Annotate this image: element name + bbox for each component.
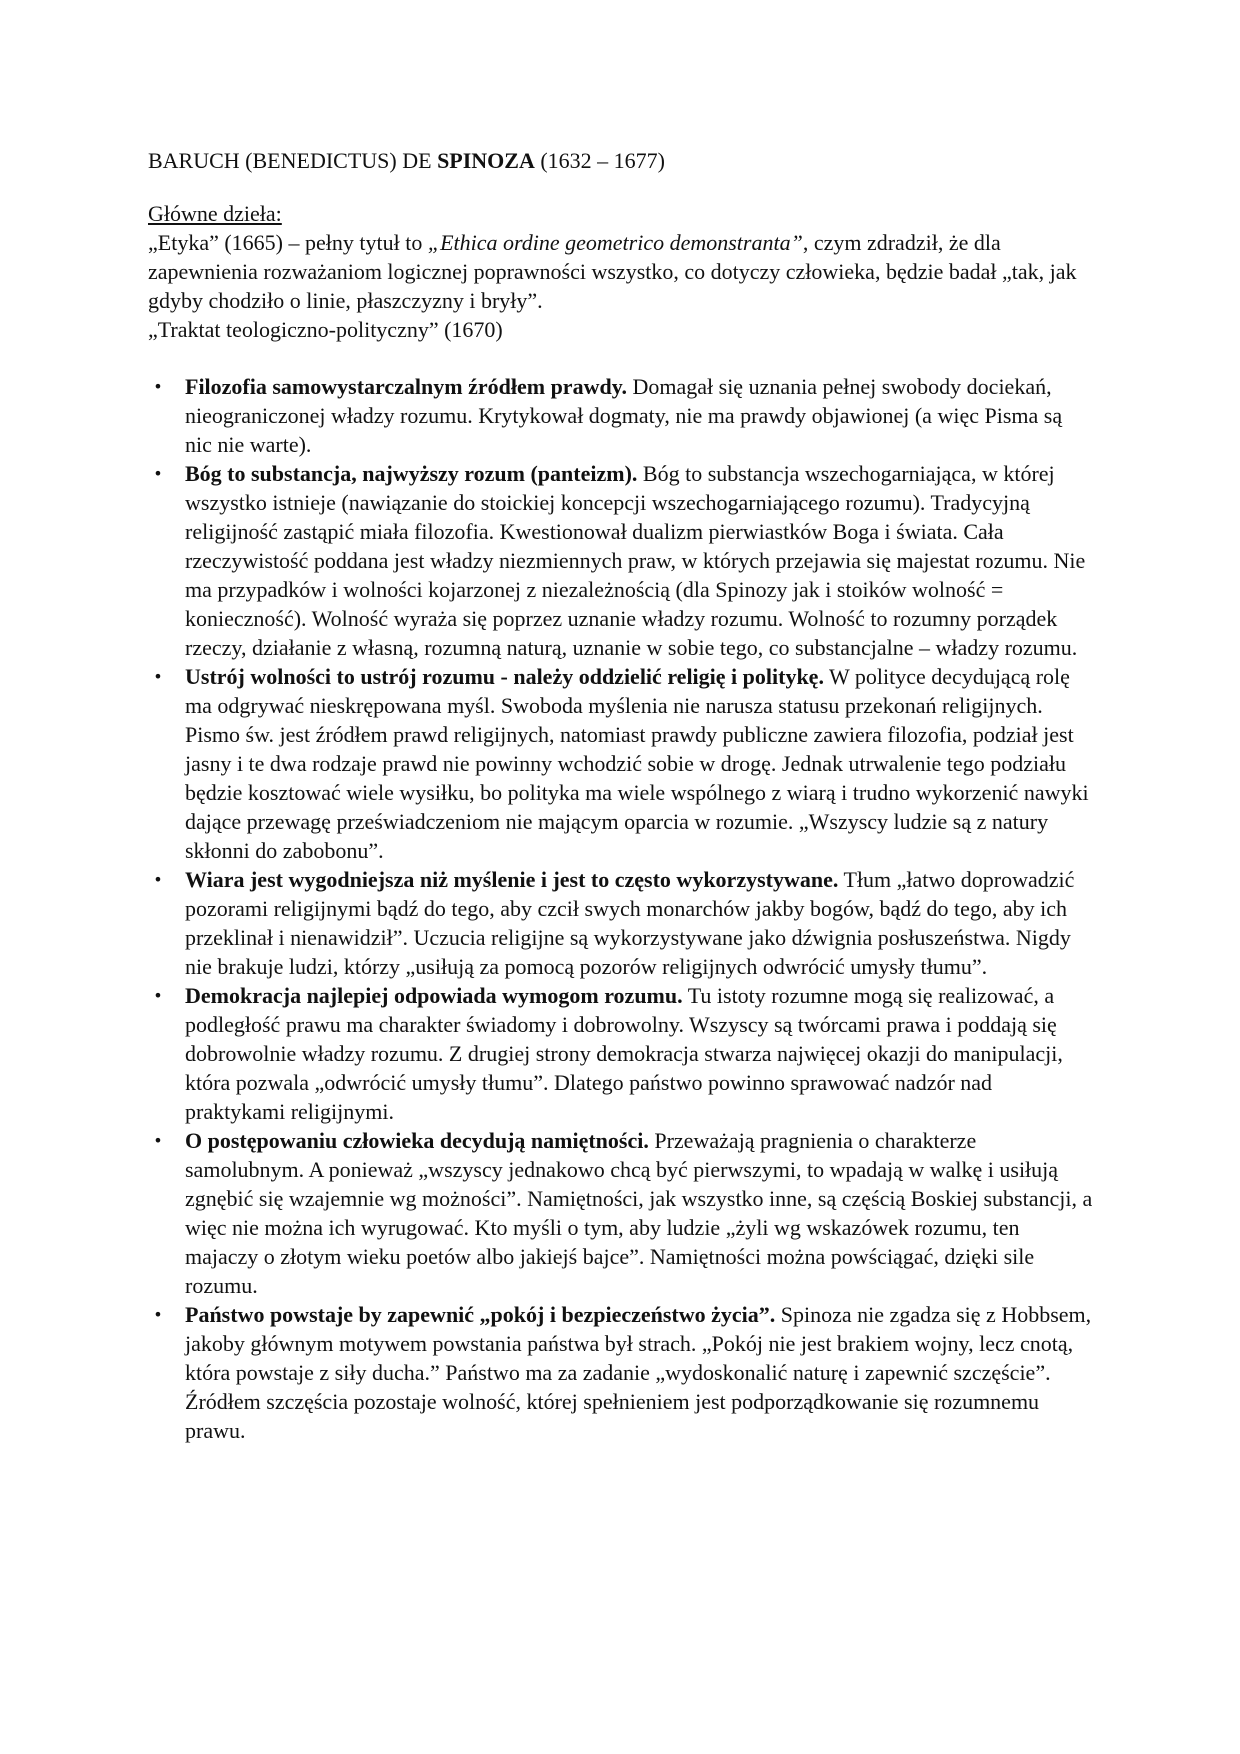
document-page (148, 146, 1093, 1445)
bullet-icon: • (153, 870, 163, 889)
point-lead: Bóg to substancja, najwyższy rozum (panteizm). (185, 461, 638, 486)
list-item (153, 1126, 1093, 1300)
point-text: Domagał się uznania pełnej swobody dociekań, nieograniczonej władzy rozumu. Krytykował dogmaty, nie ma prawdy objawionej (a więc Pisma są nic nie warte). (185, 374, 1063, 457)
bullet-icon: • (153, 377, 163, 396)
bullet-icon: • (153, 667, 163, 686)
bullet-icon: • (153, 1131, 163, 1150)
bullet-icon: • (153, 986, 163, 1005)
point-text: Przeważają pragnienia o charakterze samolubnym. A ponieważ „wszyscy jednakowo chcą być pierwszymi, to wpadają w walkę i usiłują zgnębić się wzajemnie wg możności”. Namiętności, jak wszystko inne, są częścią Boskiej substancji, a więc nie można ich wyrugować. Kto myśli o tym, aby ludzie „żyli wg wskazówek rozumu, ten majaczy o złotym wieku poetów albo jakiejś bajce”. Namiętności można powściągać, dzięki sile rozumu. (185, 1128, 1093, 1298)
point-text: Spinoza nie zgadza się z Hobbsem, jakoby głównym motywem powstania państwa był strach. „Pokój nie jest brakiem wojny, lecz cnotą, która powstaje z siły ducha.” Państwo ma za zadanie „wydoskonalić naturę i zapewnić szczęście”. Źródłem szczęścia pozostaje wolność, której spełnieniem jest podporządkowanie się rozumnemu prawu. (185, 1302, 1092, 1443)
list-item (153, 981, 1093, 1126)
works-heading (148, 199, 1093, 228)
point-text: Tu istoty rozumne mogą się realizować, a podległość prawu ma charakter świadomy i dobrowolny. Wszyscy są twórcami prawa i poddają się dobrowolnie władzy rozumu. Z drugiej strony demokracja stwarza najwięcej okazji do manipulacji, która pozwala „odwrócić umysły tłumu”. Dlatego państwo powinno sprawować nadzór nad praktykami religijnymi. (185, 983, 1063, 1124)
point-lead: Ustrój wolności to ustrój rozumu - należy oddzielić religię i politykę. (185, 664, 824, 689)
list-item (153, 865, 1093, 981)
point-lead: Państwo powstaje by zapewnić „pokój i bezpieczeństwo życia”. (185, 1302, 776, 1327)
work-etyka (148, 228, 1093, 315)
title-prefix: BARUCH (BENEDICTUS) DE (148, 148, 438, 173)
point-text: W polityce decydującą rolę ma odgrywać nieskrępowana myśl. Swoboda myślenia nie narusza statusu przekonań religijnych. Pismo św. jest źródłem prawd religijnych, natomiast prawdy publiczne zawiera filozofia, podział jest jasny i te dwa rodzaje prawd nie powinny wchodzić sobie w drogę. Jednak utrwalenie tego podziału będzie kosztować wiele wysiłku, bo polityka ma wiele wspólnego z wiarą i trudno wykorzenić nawyki dające przewagę przeświadczeniom nie mającym oparcia w rozumie. „Wszyscy ludzie są z natury skłonni do zabobonu”. (185, 664, 1089, 863)
title-dates: (1632 – 1677) (534, 148, 666, 173)
point-lead: Wiara jest wygodniejsza niż myślenie i jest to często wykorzystywane. (185, 867, 839, 892)
etyka-latin-title: „Ethica ordine geometrico demonstranta” (427, 230, 803, 255)
list-item (153, 459, 1093, 662)
point-text: Tłum „łatwo doprowadzić pozorami religijnymi bądź do tego, aby czcił swych monarchów jakby bogów, bądź do tego, aby ich przeklinał i nienawidził”. Uczucia religijne są wykorzystywane jako dźwignia posłuszeństwa. Nigdy nie brakuje ludzi, którzy „usiłują za pomocą pozorów religijnych odwrócić umysły tłumu”. (185, 867, 1075, 979)
point-lead: O postępowaniu człowieka decydują namiętności. (185, 1128, 649, 1153)
works-heading-text: Główne dzieła: (148, 201, 282, 226)
work-traktat: „Traktat teologiczno-polityczny” (1670) (148, 317, 503, 342)
title-name: SPINOZA (437, 148, 535, 173)
main-works-section (148, 199, 1093, 344)
point-lead: Filozofia samowystarczalnym źródłem prawdy. (185, 374, 627, 399)
list-item (153, 372, 1093, 459)
point-text: Bóg to substancja wszechogarniająca, w której wszystko istnieje (nawiązanie do stoickiej koncepcji wszechogarniającego rozumu). Tradycyjną religijność zastąpić miała filozofia. Kwestionował dualizm pierwiastków Boga i świata. Cała rzeczywistość poddana jest władzy niezmiennych praw, w których przejawia się majestat rozumu. Nie ma przypadków i wolności kojarzonej z niezależnością (dla Spinozy jak i stoików wolność = konieczność). Wolność wyraża się poprzez uznanie władzy rozumu. Wolność to rozumny porządek rzeczy, działanie z własną, rozumną naturą, uznanie w sobie tego, co substancjalne – władzy rozumu. (185, 461, 1086, 660)
list-item (153, 1300, 1093, 1445)
etyka-description: , czym zdradził, że dla zapewnienia rozważaniom logicznej poprawności wszystko, co dotyczy człowieka, będzie badał „tak, jak gdyby chodziło o linie, płaszczyzny i bryły”. (148, 230, 1077, 313)
document-title (148, 146, 1093, 175)
bullet-list (148, 372, 1093, 1445)
point-lead: Demokracja najlepiej odpowiada wymogom rozumu. (185, 983, 683, 1008)
list-item (153, 662, 1093, 865)
etyka-prefix: „Etyka” (1665) – pełny tytuł to (148, 230, 428, 255)
bullet-icon: • (153, 1305, 163, 1324)
bullet-icon: • (153, 464, 163, 483)
